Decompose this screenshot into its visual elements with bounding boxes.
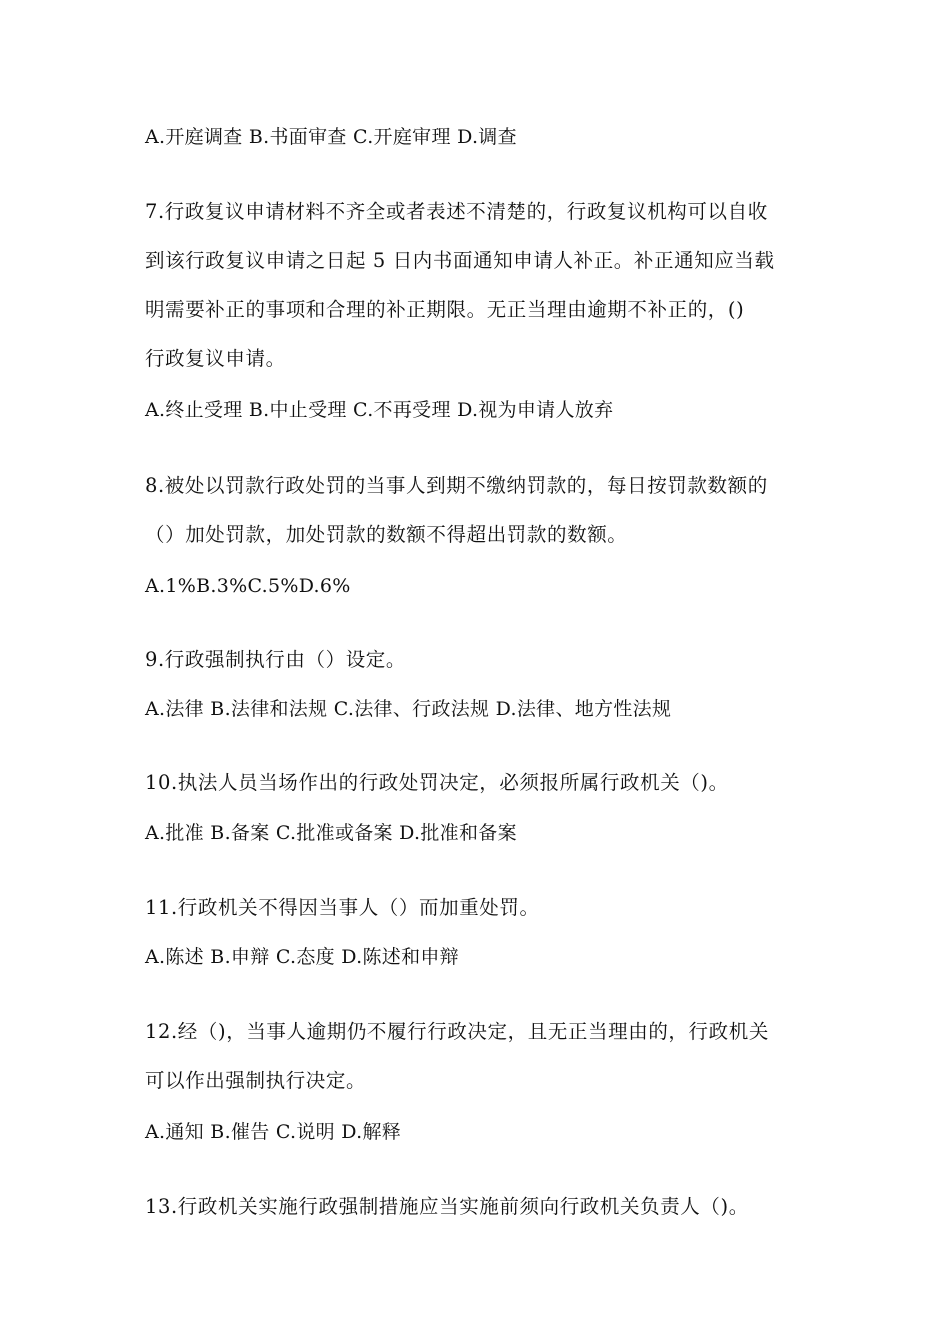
q10-line-1: 10.执法人员当场作出的行政处罚决定，必须报所属行政机关（)。 (145, 771, 729, 794)
q9-line-1: 9.行政强制执行由（）设定。 (145, 648, 407, 671)
q7-line-2: 到该行政复议申请之日起 5 日内书面通知申请人补正。补正通知应当载 (145, 249, 775, 272)
q8-line-1: 8.被处以罚款行政处罚的当事人到期不缴纳罚款的，每日按罚款数额的 (145, 474, 768, 497)
q10-options-line: A.批准 B.备案 C.批准或备案 D.批准和备案 (145, 822, 517, 844)
q12-line-2: 可以作出强制执行决定。 (145, 1069, 367, 1092)
q7-line-1: 7.行政复议申请材料不齐全或者表述不清楚的，行政复议机构可以自收 (145, 200, 768, 223)
q7-line-3: 明需要补正的事项和合理的补正期限。无正当理由逾期不补正的，() (145, 298, 745, 321)
q7-line-4: 行政复议申请。 (145, 347, 286, 370)
q12-options-line: A.通知 B.催告 C.说明 D.解释 (145, 1121, 402, 1143)
q8-line-2: （）加处罚款，加处罚款的数额不得超出罚款的数额。 (145, 523, 628, 546)
q6-options-line: A.开庭调查 B.书面审查 C.开庭审理 D.调查 (145, 126, 517, 148)
q9-options-line: A.法律 B.法律和法规 C.法律、行政法规 D.法律、地方性法规 (145, 698, 672, 720)
q12-line-1: 12.经（)，当事人逾期仍不履行行政决定，且无正当理由的，行政机关 (145, 1020, 769, 1043)
q11-options-line: A.陈述 B.申辩 C.态度 D.陈述和申辩 (145, 946, 459, 968)
q8-options-line: A.1%B.3%C.5%D.6% (145, 575, 351, 597)
q13-line-1: 13.行政机关实施行政强制措施应当实施前须向行政机关负责人（)。 (145, 1195, 749, 1218)
q11-line-1: 11.行政机关不得因当事人（）而加重处罚。 (145, 896, 540, 919)
q7-options-line: A.终止受理 B.中止受理 C.不再受理 D.视为申请人放弃 (145, 399, 614, 421)
